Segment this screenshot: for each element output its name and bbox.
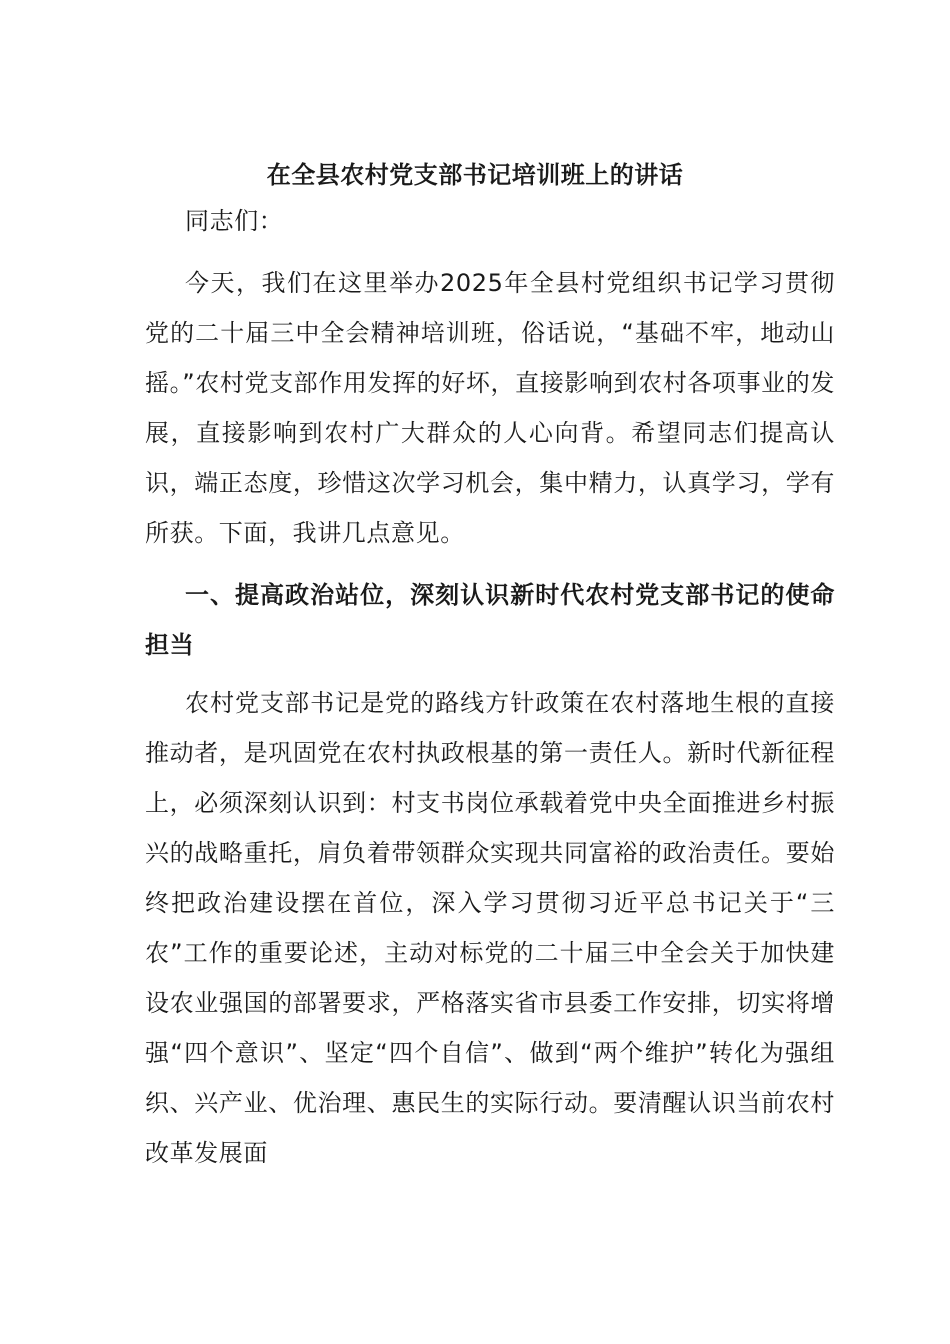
document-title: 在全县农村党支部书记培训班上的讲话 bbox=[266, 161, 684, 189]
salutation: 同志们： bbox=[185, 207, 284, 235]
section-heading-1: 一、提高政治站位，深刻认识新时代农村党支部书记的使命担当 bbox=[145, 581, 835, 659]
opening-paragraph: 今天，我们在这里举办2025年全县村党组织书记学习贯彻党的二十届三中全会精神培训班，俗话说，“基础不牢，地动山摇。”农村党支部作用发挥的好坏，直接影响到农村各项事业的发展，直接影响到农村广大群众的人心向背。希望同志们提高认识，端正态度，珍惜这次学习机会，集中精力，认真学习，学有所获。下面，我讲几点意见。 bbox=[145, 269, 835, 547]
section-1-paragraph: 农村党支部书记是党的路线方针政策在农村落地生根的直接推动者，是巩固党在农村执政根基的第一责任人。新时代新征程上，必须深刻认识到：村支书岗位承载着党中央全面推进乡村振兴的战略重托，肩负着带领群众实现共同富裕的政治责任。要始终把政治建设摆在首位，深入学习贯彻习近平总书记关于“三农”工作的重要论述，主动对标党的二十届三中全会关于加快建设农业强国的部署要求，严格落实省市县委工作安排，切实将增强“四个意识”、坚定“四个自信”、做到“两个维护”转化为强组织、兴产业、优治理、惠民生的实际行动。要清醒认识当前农村改革发展面 bbox=[145, 689, 835, 1167]
document-body bbox=[145, 196, 835, 1178]
